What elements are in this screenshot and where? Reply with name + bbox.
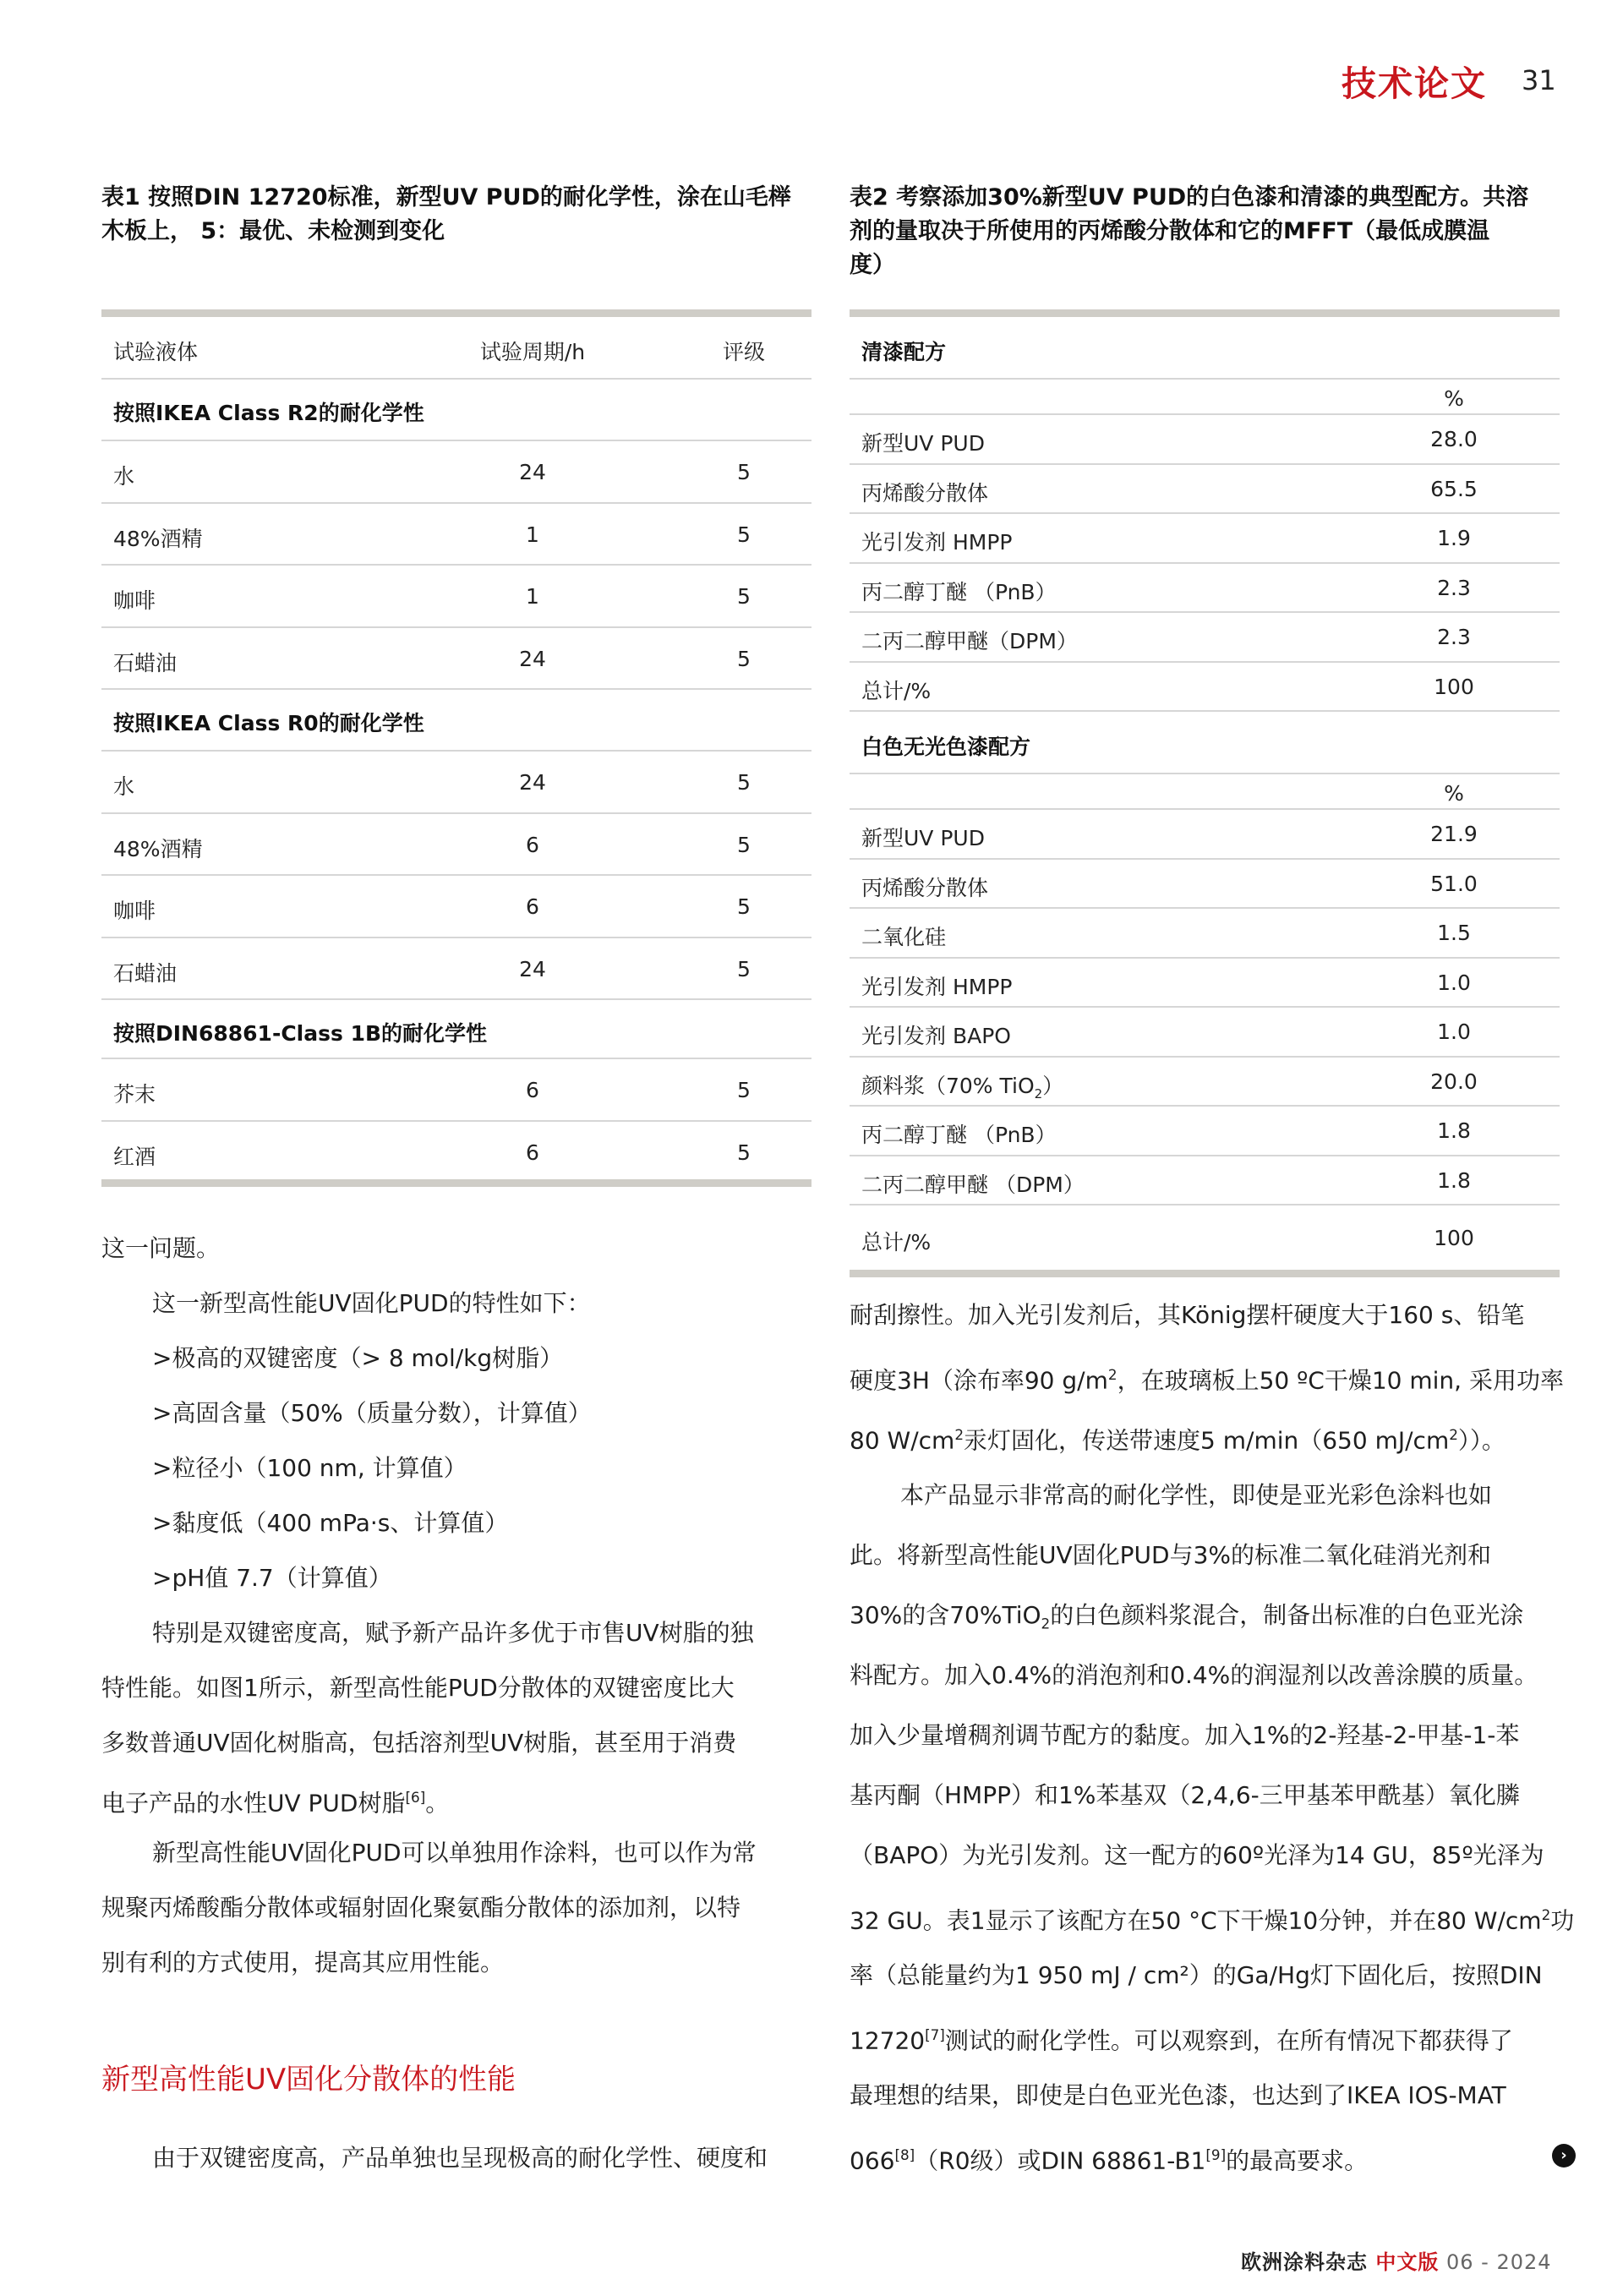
table-row: 石蜡油 24 5: [101, 628, 812, 690]
table2-caption: 表2 考察添加30%新型UV PUD的白色漆和清漆的典型配方。共溶 剂的量取决于所使用的丙烯酸分散体和它的MFFT（最低成膜温 度）: [850, 184, 1529, 278]
table-row: 红酒 6 5: [113, 1140, 751, 1169]
section-title: 技术论文: [1342, 63, 1487, 104]
table-row: 48%酒精 6 5: [101, 814, 812, 876]
table1-group-row: 按照IKEA Class R0的耐化学性: [101, 690, 812, 752]
table2-section-row: 白色无光色漆配方: [850, 712, 1560, 774]
table-row: 芥末 6 5: [101, 1059, 812, 1122]
table-row: 新型UV PUD 28.0: [850, 415, 1560, 465]
section-heading: 新型高性能UV固化分散体的性能: [101, 2063, 516, 2096]
table-row: 丙二醇丁醚 （PnB） 2.3: [850, 564, 1560, 613]
table2-unit-row: %: [850, 380, 1560, 415]
table-row: 颜料浆（70% TiO$_2$） 20.0: [850, 1058, 1560, 1107]
table-row: 光引发剂 HMPP 1.9: [850, 514, 1560, 564]
body-text-left-continued: 由于双键密度高，产品单独也呈现极高的耐化学性、硬度和: [152, 2144, 768, 2172]
table-row: 石蜡油 24 5: [101, 938, 812, 1000]
table2-bottom-rule: [850, 1270, 1560, 1277]
table1-bottom-rule: [101, 1179, 812, 1187]
table-row: 丙烯酸分散体 65.5: [850, 465, 1560, 514]
table-row: 新型UV PUD 21.9: [850, 810, 1560, 860]
table-row: 丙烯酸分散体 51.0: [850, 860, 1560, 909]
table2-unit-row: %: [850, 774, 1560, 810]
body-text-left: 这一问题。 这一新型高性能UV固化PUD的特性如下： >极高的双键密度（> 8 mol/kg树脂） >高固含量（50%（质量分数），计算值） >粒径小（100 nm, 计算值） >黏度低（400 mPa·s、计算值） >pH值 7.7（计算值） 特别是双键密度高，赋予新产品许多优于市售UV树脂的独 特性能。如图1所示，新型高性能PUD分散体的双键密度比大 多数普通UV固化树脂高，包括溶剂型UV树脂，甚至用于消费 电子产品的水性UV PUD树脂[6]。 新型高性能UV固化PUD可以单独用作涂料，也可以作为常 规聚丙烯酸酯分散体或辐射固化聚氨酯分散体的添加剂，以特 别有利的方式使用，提高其应用性能。: [101, 1234, 757, 1976]
table1-group-row: 按照IKEA Class R2的耐化学性: [101, 380, 812, 441]
table-row: 二氧化硅 1.5: [850, 909, 1560, 959]
table1-group-row: 按照DIN68861-Class 1B的耐化学性: [101, 1000, 812, 1059]
chevron-right-circle-icon[interactable]: ›: [1552, 2144, 1576, 2168]
table-row: 二丙二醇甲醚（DPM） 2.3: [850, 613, 1560, 663]
table-row: 总计/% 100: [850, 663, 1560, 712]
table-row: 咖啡 6 5: [101, 876, 812, 938]
table2-top-rule: [850, 309, 1560, 317]
table-row: 二丙二醇甲醚 （DPM） 1.8: [850, 1156, 1560, 1205]
table-row: 48%酒精 1 5: [101, 504, 812, 566]
table-row: 丙二醇丁醚 （PnB） 1.8: [850, 1107, 1560, 1156]
footer: 欧洲涂料杂志 中文版 06 - 2024: [1241, 2250, 1552, 2274]
table-row: 咖啡 1 5: [101, 566, 812, 628]
page-number: 31: [1522, 64, 1556, 96]
table-row: 水 24 5: [101, 752, 812, 814]
body-text-right: 耐刮擦性。加入光引发剂后，其König摆杆硬度大于160 s、铅笔 硬度3H（涂布率90 $g/m^2$，在玻璃板上50 ºC干燥10 min, 采用功率 80 $W/cm^2$汞灯固化，传送带速度5 m/min（650 $mJ/cm^2$））。 本产品显示非常高的耐化学性，即使是亚光彩色涂料也如 此。将新型高性能UV固化PUD与3%的标准二氧化硅消光剂和 30%的含70%TiO$_2$的白色颜料浆混合，制备出标准的白色亚光涂 料配方。加入0.4%的消泡剂和0.4%的润湿剂以改善涂膜的质量。 加入少量增稠剂调节配方的黏度。加入1%的2-羟基-2-甲基-1-苯 基丙酮（HMPP）和1%苯基双（2,4,6-三甲基苯甲酰基）氧化膦 （BAPO）为光引发剂。这一配方的60º光泽为14 GU，85º光泽为 32 GU。表1显示了该配方在50 °C下干燥10分钟，并在80 $W/cm^2$功 率（总能量约为1 950 mJ / cm²）的Ga/Hg灯下固化后，按照DIN 12720[7]测试的耐化学性。可以观察到，在所有情况下都获得了 最理想的结果，即使是白色亚光色漆，也达到了IKEA IOS-MAT 066[8]（R0级）或DIN 68861-B1[9]的最高要求。: [850, 1301, 1575, 2175]
table1-caption: 表1 按照DIN 12720标准，新型UV PUD的耐化学性，涂在山毛榉 木板上， 5：最优、未检测到变化: [101, 184, 791, 244]
table-row: 水 24 5: [101, 441, 812, 504]
table-row: 光引发剂 HMPP 1.0: [850, 959, 1560, 1008]
table-row: 光引发剂 BAPO 1.0: [850, 1008, 1560, 1058]
table2-section-row: 清漆配方: [850, 317, 1560, 380]
table1-header-row: 试验液体 试验周期/h 评级: [101, 317, 812, 380]
table1-top-rule: [101, 309, 812, 317]
table-row: 总计/% 100: [861, 1226, 1474, 1255]
